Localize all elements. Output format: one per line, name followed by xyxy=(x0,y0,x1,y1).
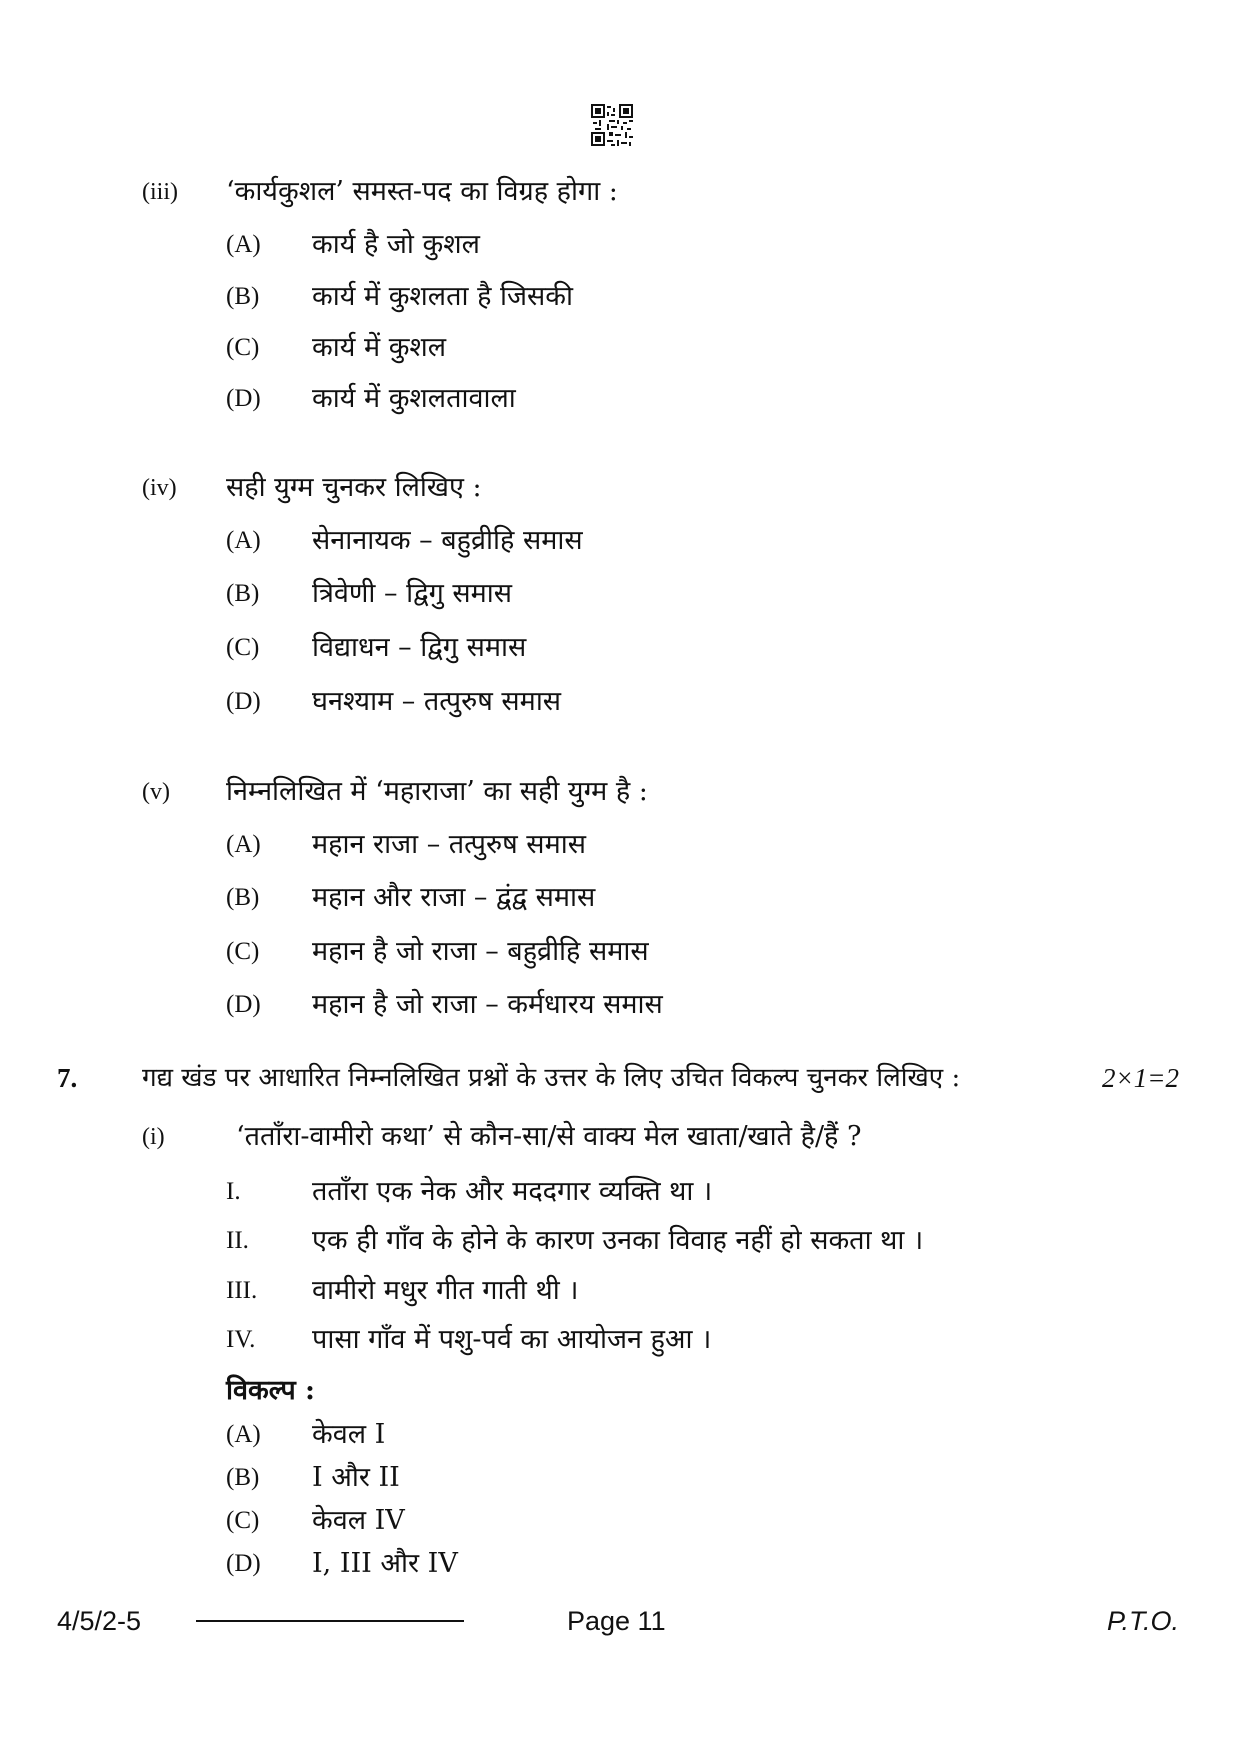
option-text: महान है जो राजा – कर्मधारय समास xyxy=(312,989,663,1020)
option-label: (D) xyxy=(226,991,261,1018)
option-label: (C) xyxy=(226,634,260,661)
subquestion-number: (v) xyxy=(142,779,170,805)
option-text: त्रिवेणी – द्विगु समास xyxy=(312,578,513,609)
option-text: कार्य में कुशलतावाला xyxy=(312,383,516,414)
statement-text: वामीरो मधुर गीत गाती थी । xyxy=(312,1275,579,1306)
statement-label: III. xyxy=(226,1277,258,1304)
question-marks: 2×1=2 xyxy=(1102,1063,1179,1093)
option-text: कार्य में कुशल xyxy=(312,332,447,363)
option-label: (C) xyxy=(226,334,260,361)
question-stem: गद्य खंड पर आधारित निम्नलिखित प्रश्नों के उत्तर के लिए उचित विकल्प चुनकर लिखिए : xyxy=(142,1063,961,1093)
question-number: 7. xyxy=(57,1063,78,1093)
statement-label: IV. xyxy=(226,1326,256,1353)
option-label: (A) xyxy=(226,1421,261,1448)
option-label: (D) xyxy=(226,688,261,715)
option-text: महान और राजा – द्वंद्व समास xyxy=(312,882,596,913)
option-text: I, III और IV xyxy=(312,1548,458,1579)
option-label: (B) xyxy=(226,283,260,310)
option-text: महान है जो राजा – बहुव्रीहि समास xyxy=(312,936,649,967)
statement-text: एक ही गाँव के होने के कारण उनका विवाह नहीं हो सकता था । xyxy=(312,1225,924,1256)
options-heading: विकल्प : xyxy=(226,1375,316,1406)
option-label: (A) xyxy=(226,231,261,258)
paper-code: 4/5/2-5 xyxy=(57,1606,142,1636)
option-text: केवल IV xyxy=(312,1505,405,1536)
page-number: Page 11 xyxy=(567,1606,666,1636)
footer-divider xyxy=(196,1620,464,1622)
subquestion-stem: ‘तताँरा-वामीरो कथा’ से कौन-सा/से वाक्य मेल खाता/खाते है/हैं ? xyxy=(236,1121,862,1152)
option-text: सेनानायक – बहुव्रीहि समास xyxy=(312,525,583,556)
option-text: कार्य में कुशलता है जिसकी xyxy=(312,281,573,312)
option-text: विद्याधन – द्विगु समास xyxy=(312,632,527,663)
statement-label: I. xyxy=(226,1178,241,1205)
option-label: (D) xyxy=(226,1550,261,1577)
option-label: (B) xyxy=(226,1464,260,1491)
subquestion-stem: सही युग्म चुनकर लिखिए : xyxy=(226,472,482,503)
option-text: महान राजा – तत्पुरुष समास xyxy=(312,829,586,860)
statement-text: तताँरा एक नेक और मददगार व्यक्ति था । xyxy=(312,1176,713,1207)
subquestion-number: (iv) xyxy=(142,475,177,501)
option-label: (D) xyxy=(226,385,261,412)
option-text: कार्य है जो कुशल xyxy=(312,229,480,260)
subquestion-stem: ‘कार्यकुशल’ समस्त-पद का विग्रह होगा : xyxy=(226,176,618,207)
pto-label: P.T.O. xyxy=(1106,1606,1179,1636)
qr-code xyxy=(591,104,633,146)
option-label: (B) xyxy=(226,580,260,607)
subquestion-number: (i) xyxy=(142,1124,165,1150)
option-label: (A) xyxy=(226,831,261,858)
option-label: (A) xyxy=(226,527,261,554)
statement-label: II. xyxy=(226,1227,249,1254)
option-label: (C) xyxy=(226,1507,260,1534)
option-text: I और II xyxy=(312,1462,400,1493)
statement-text: पासा गाँव में पशु-पर्व का आयोजन हुआ । xyxy=(312,1324,712,1355)
option-label: (B) xyxy=(226,884,260,911)
option-label: (C) xyxy=(226,938,260,965)
subquestion-number: (iii) xyxy=(142,179,178,205)
subquestion-stem: निम्नलिखित में ‘महाराजा’ का सही युग्म है : xyxy=(226,776,648,807)
option-text: केवल I xyxy=(312,1419,386,1450)
option-text: घनश्याम – तत्पुरुष समास xyxy=(312,686,562,717)
